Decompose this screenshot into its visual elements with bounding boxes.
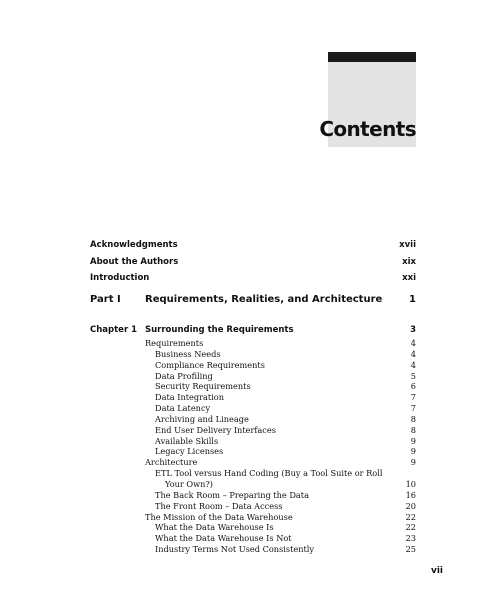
- toc-entry[interactable]: [90, 425, 416, 436]
- toc-front-item[interactable]: [90, 273, 416, 283]
- toc-entry-text: What the Data Warehouse Is: [155, 522, 274, 533]
- toc-entry-page: 25: [405, 544, 416, 555]
- toc-entry[interactable]: [90, 490, 416, 501]
- toc-entry[interactable]: [90, 501, 416, 512]
- toc-entry-page: 8: [410, 424, 416, 435]
- toc-front-item-page: xvii: [399, 240, 416, 250]
- toc-chapter-row[interactable]: [90, 325, 416, 335]
- toc-entry-page: 7: [410, 403, 416, 414]
- toc-entry[interactable]: [90, 468, 416, 479]
- toc-entry-text: Security Requirements: [155, 381, 251, 392]
- toc-entry[interactable]: [90, 349, 416, 360]
- toc-entry-page: 22: [405, 522, 416, 533]
- toc-entry[interactable]: [90, 371, 416, 382]
- toc-entry-text: Your Own?): [165, 478, 213, 489]
- toc-entry-page: 9: [410, 457, 416, 468]
- toc-entry-text: The Front Room – Data Access: [155, 500, 283, 511]
- toc-entry-text: Data Profiling: [155, 370, 213, 381]
- toc-front-item-label: About the Authors: [90, 257, 179, 267]
- toc-entry-text: Requirements: [145, 338, 204, 348]
- toc-front-item-page: xxi: [402, 273, 416, 283]
- toc-entry[interactable]: [90, 533, 416, 544]
- toc-entry-page: 16: [405, 489, 416, 500]
- page-folio: vii: [430, 566, 443, 576]
- toc-entry-page: 5: [410, 370, 416, 381]
- toc-front-item[interactable]: [90, 257, 416, 267]
- toc-entry[interactable]: [90, 381, 416, 392]
- toc-entry-text: Archiving and Lineage: [155, 413, 249, 424]
- toc-entry-page: 4: [410, 348, 416, 359]
- toc-entry-page: 10: [405, 478, 416, 489]
- toc-chapter-title: Surrounding the Requirements: [145, 325, 294, 335]
- toc-entry-text: What the Data Warehouse Is Not: [155, 533, 292, 544]
- toc-entry[interactable]: [90, 403, 416, 414]
- page-title: Contents: [319, 117, 416, 141]
- toc-entry-text: Compliance Requirements: [155, 359, 265, 370]
- toc-entry[interactable]: [90, 479, 416, 490]
- toc-entry-page: 4: [410, 359, 416, 370]
- toc-entry-text: Architecture: [145, 457, 198, 468]
- toc-entry-text: Legacy Licenses: [155, 446, 224, 457]
- toc-entry-page: 9: [410, 446, 416, 457]
- toc-entry-page: 7: [410, 392, 416, 403]
- toc-entry-text: ETL Tool versus Hand Coding (Buy a Tool Suite or Roll: [155, 468, 383, 479]
- toc-entry[interactable]: [90, 446, 416, 457]
- toc-entry-text: The Back Room – Preparing the Data: [155, 489, 309, 500]
- toc-entry[interactable]: [90, 338, 416, 349]
- toc-entry[interactable]: [90, 512, 416, 523]
- toc-entry-text: End User Delivery Interfaces: [155, 424, 276, 435]
- toc-entry-text: The Mission of the Data Warehouse: [145, 511, 293, 522]
- toc-entry-text: Business Needs: [155, 348, 221, 359]
- header-decoration-bar: [328, 52, 416, 62]
- toc-entry[interactable]: [90, 457, 416, 468]
- toc-entry-page: 8: [410, 413, 416, 424]
- toc-entry-text: Available Skills: [155, 435, 219, 446]
- toc-entry[interactable]: [90, 414, 416, 425]
- toc-entry-page: 4: [410, 338, 416, 348]
- toc-part-label: Part I: [90, 294, 121, 305]
- toc-part-row[interactable]: [90, 294, 416, 305]
- toc-entry-page: 23: [405, 533, 416, 544]
- toc-entry-page: 22: [405, 511, 416, 522]
- toc-entry-page: 9: [410, 435, 416, 446]
- toc-entry[interactable]: [90, 522, 416, 533]
- toc-entry[interactable]: [90, 436, 416, 447]
- toc-entry-text: Data Integration: [155, 392, 225, 403]
- toc-entry-text: Industry Terms Not Used Consistently: [155, 544, 315, 555]
- toc-front-item-label: Acknowledgments: [90, 240, 178, 250]
- toc-entry[interactable]: [90, 544, 416, 555]
- toc-chapter-page: 3: [410, 325, 416, 335]
- toc-entry[interactable]: [90, 360, 416, 371]
- toc-front-item-label: Introduction: [90, 273, 150, 283]
- toc-chapter-label: Chapter 1: [90, 325, 138, 335]
- toc-part-page: 1: [409, 294, 416, 305]
- toc-entries: [90, 338, 416, 555]
- toc-part-title: Requirements, Realities, and Architecture: [145, 294, 383, 305]
- toc-entry-page: 20: [405, 500, 416, 511]
- toc-entry-page: 6: [410, 381, 416, 392]
- toc-front-item-page: xix: [402, 257, 416, 267]
- toc-entry-text: Data Latency: [155, 403, 211, 414]
- toc-entry[interactable]: [90, 392, 416, 403]
- toc-front-item[interactable]: [90, 240, 416, 250]
